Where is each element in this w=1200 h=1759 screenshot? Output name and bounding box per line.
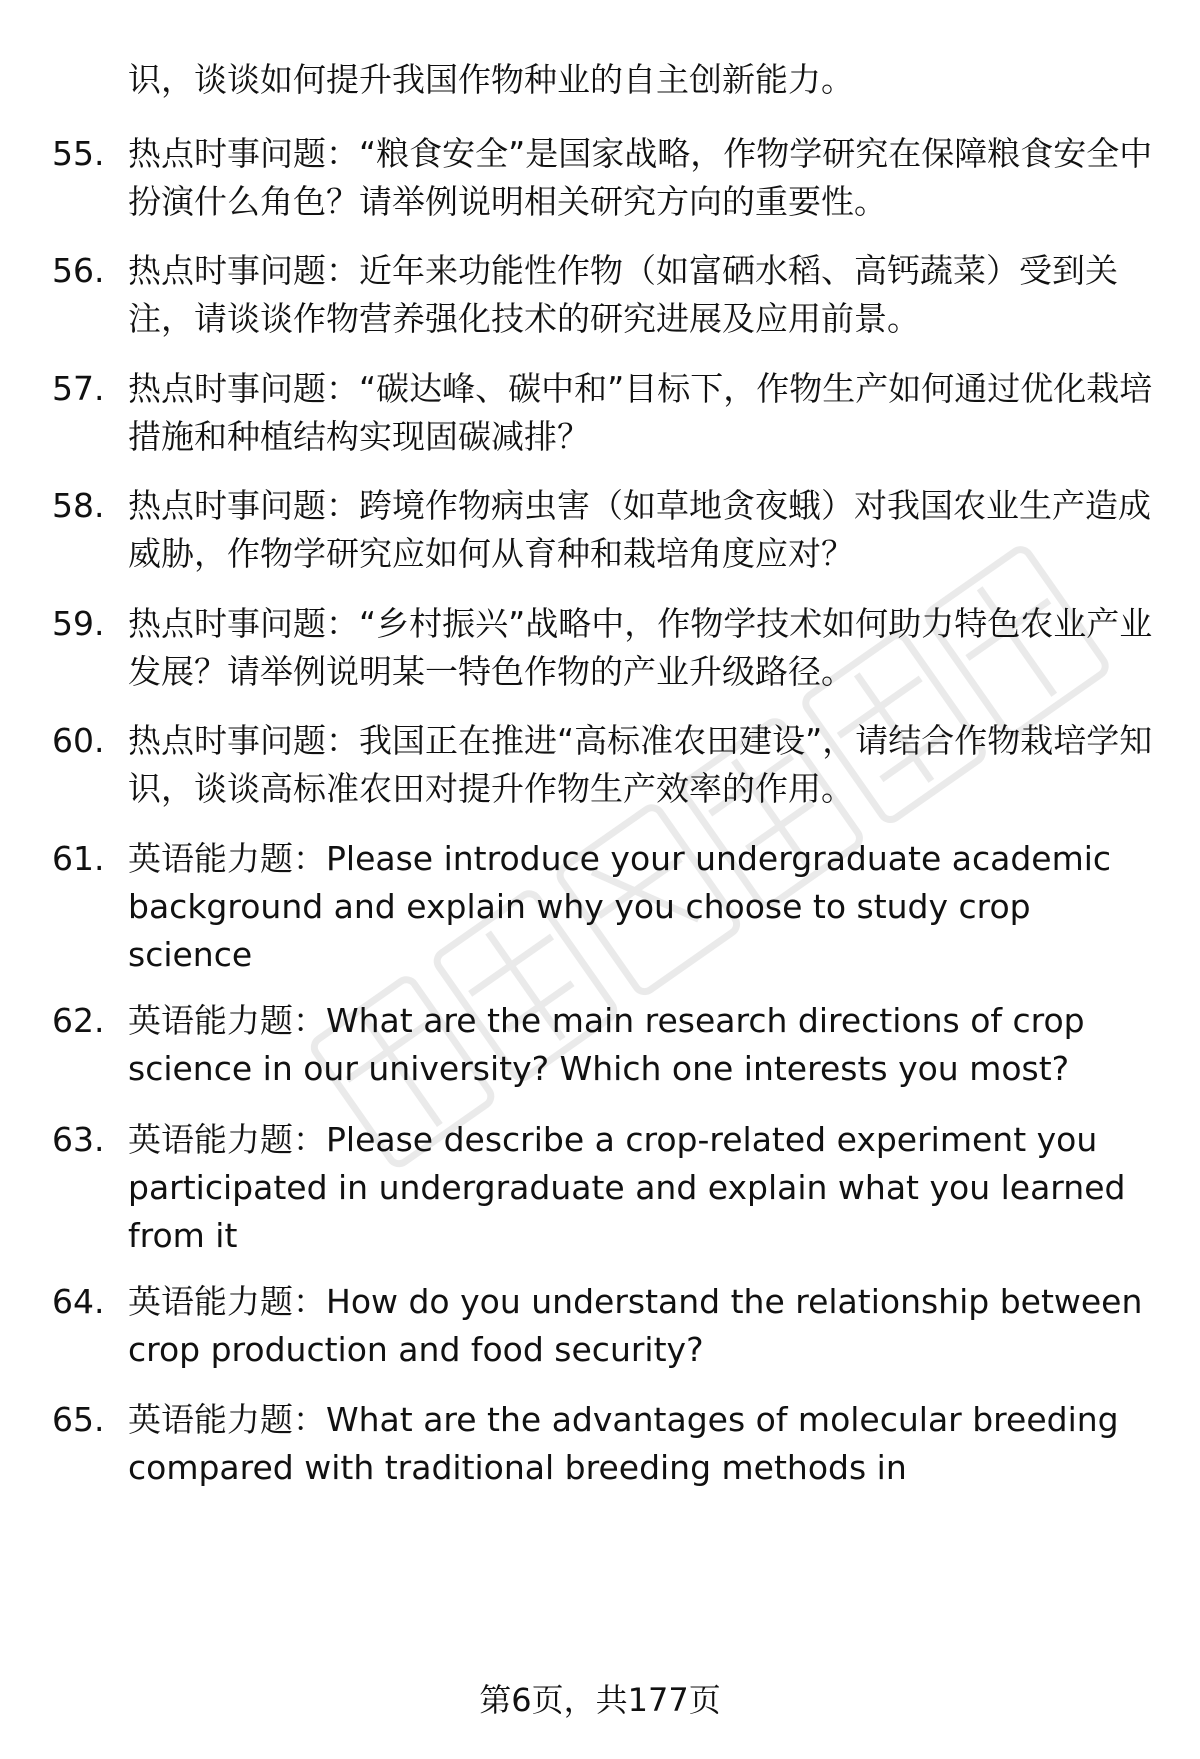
question-text: 热点时事问题：“粮食安全”是国家战略，作物学研究在保障粮食安全中扮演什么角色？请举例说明相关研究方向的重要性。: [128, 134, 1153, 221]
question-text: 热点时事问题：“乡村振兴”战略中，作物学技术如何助力特色农业产业发展？请举例说明某一特色作物的产业升级路径。: [128, 604, 1153, 691]
question-number: 62.: [52, 1001, 105, 1040]
continued-question-text: 识，谈谈如何提升我国作物种业的自主创新能力。: [128, 60, 854, 99]
question-text: 热点时事问题：“碳达峰、碳中和”目标下，作物生产如何通过优化栽培措施和种植结构实现固碳减排？: [128, 369, 1153, 456]
question-text: 热点时事问题：跨境作物病虫害（如草地贪夜蛾）对我国农业生产造成威胁，作物学研究应如何从育种和栽培角度应对？: [128, 486, 1151, 573]
question-text: 英语能力题：What are the main research directions of crop science in our university? Which one interests you most?: [128, 1001, 1085, 1088]
question-item-60: [52, 717, 1162, 813]
question-item-59: [52, 600, 1162, 696]
question-number: 56.: [52, 251, 105, 290]
question-number: 63.: [52, 1120, 105, 1159]
question-text: 热点时事问题：近年来功能性作物（如富硒水稻、高钙蔬菜）受到关注，请谈谈作物营养强化技术的研究进展及应用前景。: [128, 251, 1118, 338]
question-number: 57.: [52, 369, 105, 408]
page-footer: 第6页，共177页: [479, 1681, 721, 1719]
question-number: 60.: [52, 721, 105, 760]
question-text: 英语能力题：Please introduce your undergraduate academic background and explain why you choose to study crop science: [128, 839, 1112, 974]
question-item-63: [52, 1116, 1162, 1260]
question-number: 61.: [52, 839, 105, 878]
question-number: 55.: [52, 134, 105, 173]
question-number: 58.: [52, 486, 105, 525]
question-item-56: [52, 247, 1162, 343]
question-item-58: [52, 482, 1162, 578]
question-text: 英语能力题：Please describe a crop-related experiment you participated in undergraduate and explain what you learned from it: [128, 1120, 1126, 1255]
question-text: 英语能力题：How do you understand the relationship between crop production and food security?: [128, 1282, 1143, 1369]
question-item-55: [52, 130, 1162, 226]
question-item-57: [52, 365, 1162, 461]
question-text: 英语能力题：What are the advantages of molecular breeding compared with traditional breeding methods in: [128, 1400, 1119, 1487]
question-text: 热点时事问题：我国正在推进“高标准农田建设”，请结合作物栽培学知识，谈谈高标准农田对提升作物生产效率的作用。: [128, 721, 1153, 808]
question-number: 65.: [52, 1400, 105, 1439]
question-number: 59.: [52, 604, 105, 643]
question-number: 64.: [52, 1282, 105, 1321]
question-item-65: [52, 1396, 1162, 1492]
question-item-64: [52, 1278, 1162, 1374]
question-item-61: [52, 835, 1162, 979]
question-item-62: [52, 997, 1162, 1093]
